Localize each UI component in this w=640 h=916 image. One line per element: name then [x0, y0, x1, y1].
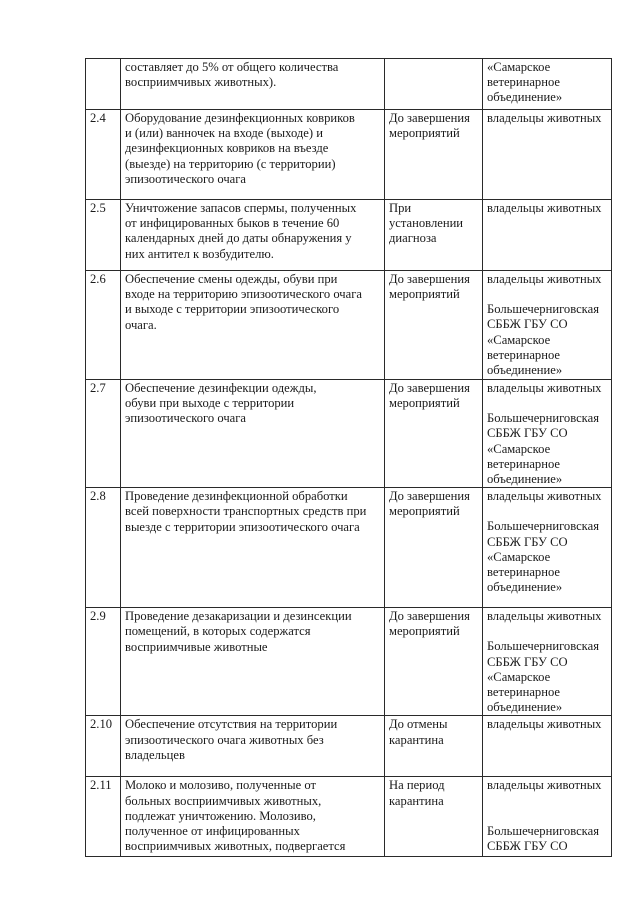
responsible-text: владельцы животных	[487, 489, 602, 504]
action-cell	[121, 110, 385, 200]
responsible-cell	[483, 716, 612, 777]
table-row	[86, 59, 612, 110]
responsible-cell	[483, 380, 612, 488]
responsible-cell	[483, 608, 612, 716]
term-cell	[385, 59, 483, 110]
responsible-text: Большечерниговская СББЖ ГБУ СО «Самарское ветеринарное объединение»	[487, 639, 599, 715]
term-text: До завершения мероприятий	[389, 489, 470, 519]
responsible-cell	[483, 488, 612, 608]
row-number: 2.5	[86, 200, 121, 271]
action-text: Молоко и молозиво, полученные от больных восприимчивых животных, подлежат уничтожению. Молозиво, полученное от инфицированных восприимчивых животных, подвергается	[125, 778, 346, 854]
responsible-cell	[483, 200, 612, 271]
term-cell	[385, 777, 483, 857]
row-number: 2.11	[86, 777, 121, 857]
action-cell	[121, 59, 385, 110]
action-cell	[121, 716, 385, 777]
row-number: 2.7	[86, 380, 121, 488]
action-text: Проведение дезинфекционной обработки всей поверхности транспортных средств при выезде с территории эпизоотического очага	[125, 489, 367, 534]
responsible-text: владельцы животных	[487, 609, 602, 624]
term-cell	[385, 271, 483, 380]
responsible-cell	[483, 59, 612, 110]
responsible-text: владельцы животных	[487, 111, 602, 125]
responsible-text: владельцы животных	[487, 717, 602, 732]
term-text: До завершения мероприятий	[389, 272, 470, 302]
action-text: Обеспечение отсутствия на территории эпизоотического очага животных без владельцев	[125, 717, 338, 762]
responsible-text: владельцы животных	[487, 778, 602, 793]
term-text: При установлении диагноза	[389, 201, 464, 246]
term-text: На период карантина	[389, 778, 445, 808]
row-number: 2.8	[86, 488, 121, 608]
table-row	[86, 777, 612, 857]
responsible-cell	[483, 271, 612, 380]
responsible-text: Большечерниговская СББЖ ГБУ СО «Самарское ветеринарное объединение»	[487, 519, 599, 595]
table-row	[86, 716, 612, 777]
action-cell	[121, 380, 385, 488]
action-cell	[121, 271, 385, 380]
term-cell	[385, 608, 483, 716]
action-cell	[121, 488, 385, 608]
term-text: До завершения мероприятий	[389, 111, 470, 141]
term-cell	[385, 716, 483, 777]
table-row	[86, 271, 612, 380]
term-cell	[385, 488, 483, 608]
term-cell	[385, 380, 483, 488]
row-number: 2.10	[86, 716, 121, 777]
action-cell	[121, 200, 385, 271]
responsible-text: Большечерниговская СББЖ ГБУ СО «Самарское ветеринарное объединение»	[487, 302, 599, 378]
responsible-text: Большечерниговская СББЖ ГБУ СО	[487, 823, 599, 854]
responsible-text: владельцы животных	[487, 272, 602, 286]
term-cell	[385, 110, 483, 200]
term-cell	[385, 200, 483, 271]
responsible-cell	[483, 777, 612, 857]
measures-table	[85, 58, 612, 857]
action-text: составляет до 5% от общего количества восприимчивых животных).	[125, 60, 339, 90]
table-row	[86, 608, 612, 716]
action-cell	[121, 608, 385, 716]
term-text: До отмены карантина	[389, 717, 448, 747]
responsible-text: Большечерниговская СББЖ ГБУ СО «Самарское ветеринарное объединение»	[487, 411, 599, 487]
action-text: Уничтожение запасов спермы, полученных от инфицированных быков в течение 60 календарных дней до даты обнаружения у них антител к возбудителю.	[125, 201, 357, 261]
action-text: Обеспечение дезинфекции одежды, обуви при выходе с территории эпизоотического очага	[125, 381, 317, 426]
row-number: 2.4	[86, 110, 121, 200]
action-text: Обеспечение смены одежды, обуви при входе на территорию эпизоотического очага и выходе с территории эпизоотического очага.	[125, 272, 362, 332]
table-row	[86, 488, 612, 608]
row-number: 2.9	[86, 608, 121, 716]
responsible-text: «Самарское ветеринарное объединение»	[487, 60, 563, 105]
row-number: 2.6	[86, 271, 121, 380]
action-text: Проведение дезакаризации и дезинсекции помещений, в которых содержатся восприимчивые животные	[125, 609, 352, 654]
row-number	[86, 59, 121, 110]
table-row	[86, 200, 612, 271]
action-text: Оборудование дезинфекционных ковриков и (или) ванночек на входе (выходе) и дезинфекционных ковриков на въезде (выезде) на территорию (с территории) эпизоотического очага	[125, 111, 355, 186]
table-row	[86, 380, 612, 488]
responsible-text: владельцы животных	[487, 201, 602, 215]
table-body	[86, 59, 612, 857]
term-text: До завершения мероприятий	[389, 381, 470, 411]
responsible-cell	[483, 110, 612, 200]
action-cell	[121, 777, 385, 857]
responsible-text: владельцы животных	[487, 381, 602, 395]
table-row	[86, 110, 612, 200]
term-text: До завершения мероприятий	[389, 609, 470, 639]
